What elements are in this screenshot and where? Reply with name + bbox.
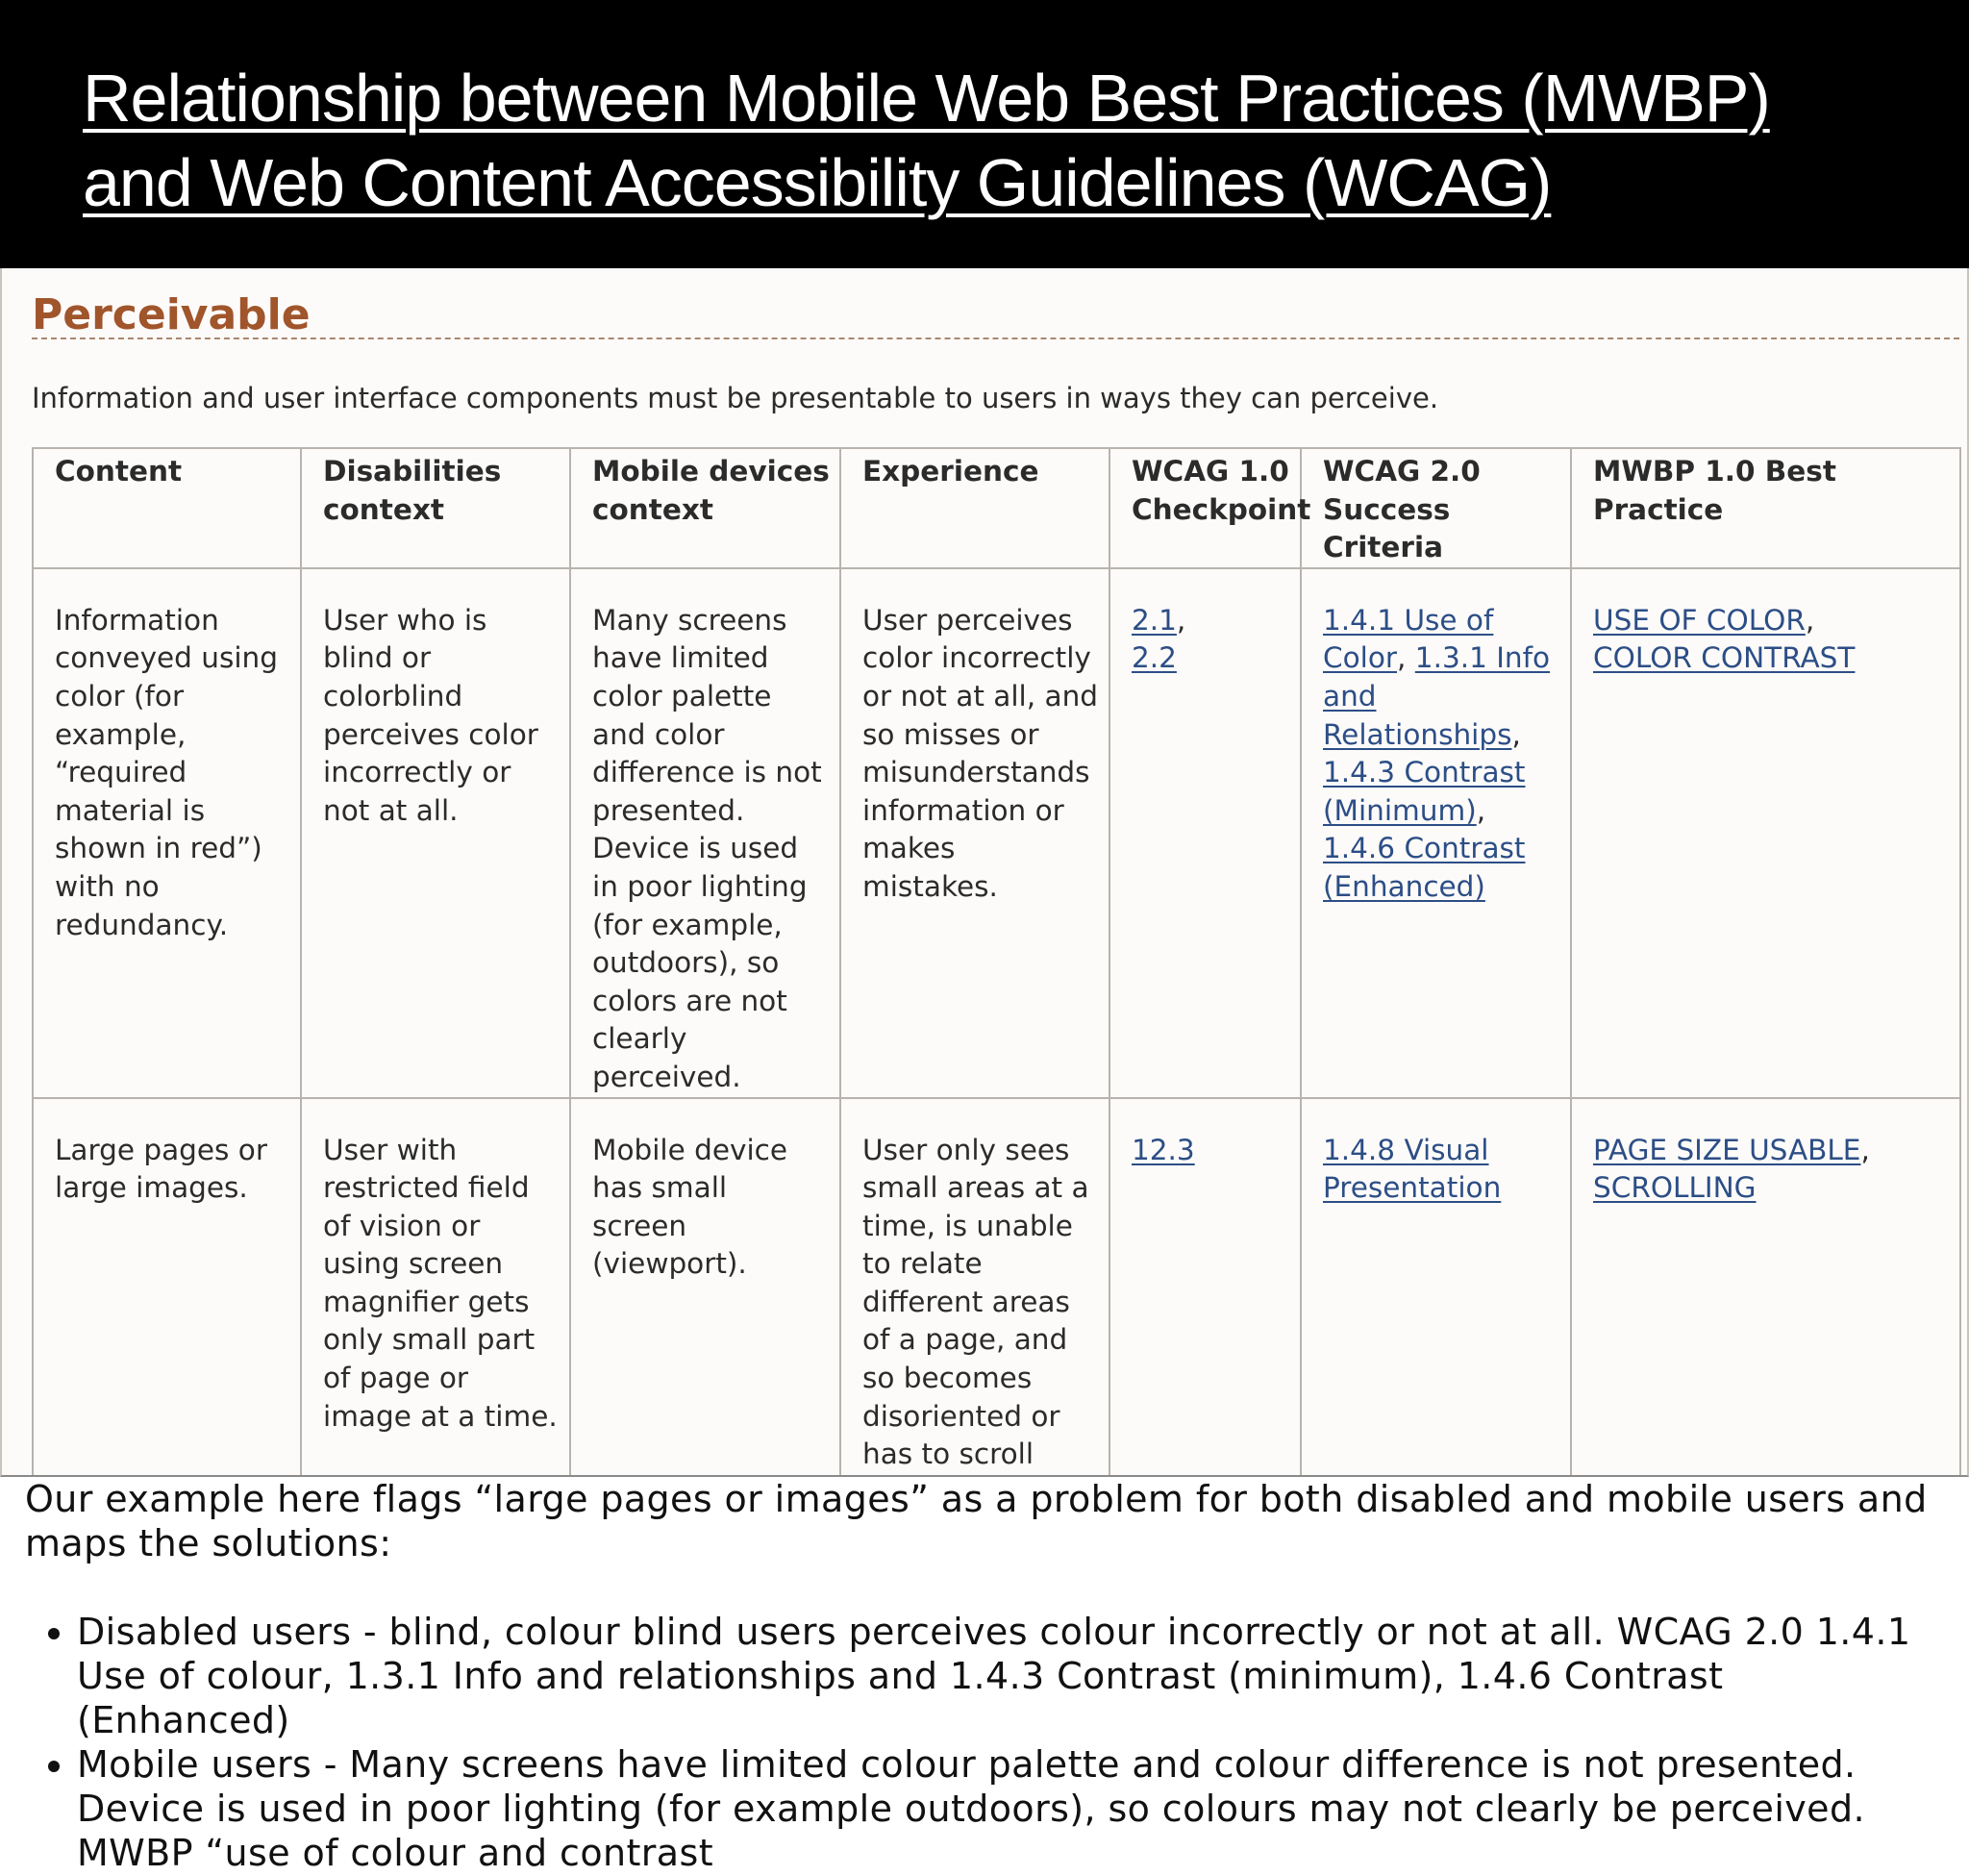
section-description: Information and user interface components must be presentable to users in ways they can perceive. xyxy=(32,382,1439,414)
column-header: WCAG 1.0 Checkpoint xyxy=(1109,448,1301,568)
wcag1-link[interactable]: 2.2 xyxy=(1132,641,1177,675)
title-band xyxy=(0,0,1969,268)
column-header: WCAG 2.0 Success Criteria xyxy=(1301,448,1571,568)
mwbp-link[interactable]: COLOR CONTRAST xyxy=(1593,641,1856,675)
content-cell: Information conveyed using color (for example, “required material is shown in red”) with no redundancy. xyxy=(33,568,301,1098)
notes-intro: Our example here flags “large pages or images” as a problem for both disabled and mobile users and maps the solutions: xyxy=(25,1478,1928,1564)
mwbp-link[interactable]: PAGE SIZE USABLE xyxy=(1593,1133,1861,1166)
document-screenshot xyxy=(0,268,1969,1477)
notes-bullet: • Disabled users - blind, colour blind users perceives colour incorrectly or not at all. WCAG 2.0 1.4.1 Use of colour, 1.3.1 Info and relationships and 1.4.3 Contrast (minimum), 1.4.6 Contrast (Enhanced) xyxy=(77,1610,1948,1742)
mwbp-link[interactable]: SCROLLING xyxy=(1593,1171,1757,1205)
wcag2-cell xyxy=(1301,1098,1571,1478)
experience-cell: User perceives color incorrectly or not at all, and so misses or misunderstands information or makes mistakes. xyxy=(840,568,1109,1098)
wcag1-link[interactable]: 2.1 xyxy=(1132,603,1177,637)
mobile-cell: Mobile device has small screen (viewport). xyxy=(570,1098,840,1478)
wcag2-link[interactable]: 1.4.8 Visual Presentation xyxy=(1323,1133,1502,1205)
criteria-table xyxy=(32,447,1961,1477)
wcag2-link[interactable]: 1.3.1 Info and Relationships xyxy=(1323,641,1551,751)
table-row xyxy=(33,1098,1960,1478)
wcag1-link[interactable]: 12.3 xyxy=(1132,1133,1195,1166)
content-cell: Large pages or large images. xyxy=(33,1098,301,1478)
slide-title-line-2: and Web Content Accessibility Guidelines (WCAG) xyxy=(83,145,1552,220)
mwbp-cell: PAGE SIZE USABLE, SCROLLING xyxy=(1571,1098,1960,1478)
experience-cell: User only sees small areas at a time, is unable to relate different areas of a page, and so becomes disoriented or has to scroll xyxy=(840,1098,1109,1478)
column-header: Mobile devices context xyxy=(570,448,840,568)
wcag2-link[interactable]: 1.4.1 Use of Color xyxy=(1323,603,1494,675)
table-header-row xyxy=(33,448,1960,568)
mobile-cell: Many screens have limited color palette and color difference is not presented. Device is used in poor lighting (for example, outdoors), so colors are not clearly perceived. xyxy=(570,568,840,1098)
column-header: Content xyxy=(33,448,301,568)
column-header: MWBP 1.0 Best Practice xyxy=(1571,448,1960,568)
column-header: Experience xyxy=(840,448,1109,568)
notes-bullet-list xyxy=(25,1610,1948,1875)
mwbp-link[interactable]: USE OF COLOR xyxy=(1593,603,1806,637)
slide-title xyxy=(83,56,1948,225)
wcag2-cell: 1.4.1 Use of Color, 1.3.1 Info and Relationships, 1.4.3 Contrast (Minimum), 1.4.6 Contrast (Enhanced) xyxy=(1301,568,1571,1098)
wcag2-link[interactable]: 1.4.6 Contrast (Enhanced) xyxy=(1323,832,1526,903)
wcag1-cell xyxy=(1109,1098,1301,1478)
section-heading: Perceivable xyxy=(32,293,1959,339)
slide-title-line-1: Relationship between Mobile Web Best Practices (MWBP) xyxy=(83,61,1770,136)
disabilities-cell: User with restricted field of vision or using screen magnifier gets only small part of page or image at a time. xyxy=(301,1098,570,1478)
mwbp-cell: USE OF COLOR, COLOR CONTRAST xyxy=(1571,568,1960,1098)
column-header: Disabilities context xyxy=(301,448,570,568)
wcag1-cell: 2.1, 2.2 xyxy=(1109,568,1301,1098)
notes-bullet: • Mobile users - Many screens have limited colour palette and colour difference is not presented. Device is used in poor lighting (for example outdoors), so colours may not clearly be perceived. MWBP “use of colour and contrast xyxy=(77,1742,1948,1875)
wcag2-link[interactable]: 1.4.3 Contrast (Minimum) xyxy=(1323,756,1526,827)
disabilities-cell: User who is blind or colorblind perceives color incorrectly or not at all. xyxy=(301,568,570,1098)
table-row xyxy=(33,568,1960,1098)
speaker-notes xyxy=(25,1477,1948,1875)
